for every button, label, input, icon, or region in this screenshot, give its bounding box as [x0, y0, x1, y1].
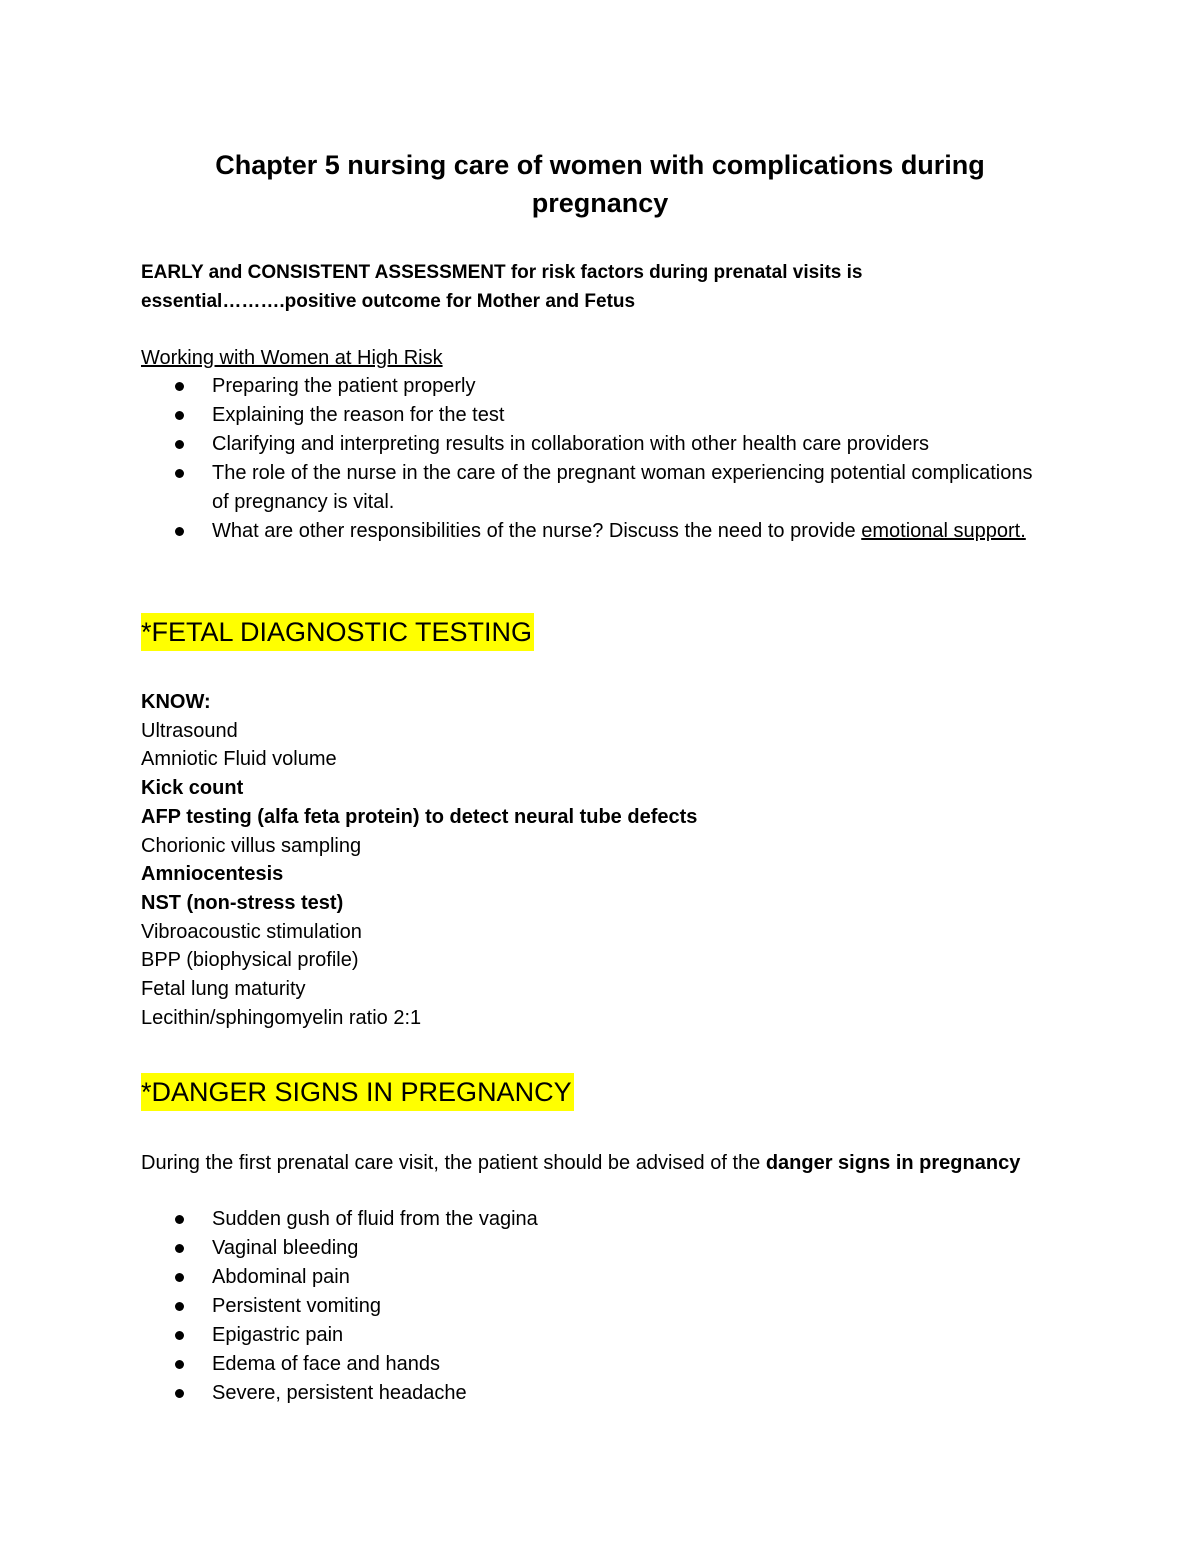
list-item-text: Epigastric pain	[212, 1324, 344, 1346]
bullet-icon	[175, 527, 184, 536]
list-item-text: Vaginal bleeding	[212, 1237, 359, 1259]
list-item-text: Preparing the patient properly	[212, 375, 476, 397]
list-item: Vibroacoustic stimulation	[141, 920, 362, 943]
danger-intro-text: During the first prenatal care visit, the patient should be advised of the	[141, 1152, 766, 1174]
list-item	[141, 517, 1041, 546]
danger-signs-heading: *DANGER SIGNS IN PREGNANCY	[141, 1073, 574, 1111]
danger-signs-list	[141, 1205, 1041, 1408]
emotional-support-text: emotional support.	[861, 520, 1026, 542]
intro-paragraph	[141, 258, 1041, 316]
list-item-text: Abdominal pain	[212, 1266, 350, 1288]
list-item: Kick count	[141, 777, 244, 800]
page-title	[150, 146, 1050, 222]
list-item: Chorionic villus sampling	[141, 834, 362, 857]
bullet-icon	[175, 440, 184, 449]
list-item: BPP (biophysical profile)	[141, 949, 359, 972]
bullet-icon	[175, 1302, 184, 1311]
bullet-icon	[175, 1360, 184, 1369]
list-item: Ultrasound	[141, 719, 238, 742]
list-item-text: Severe, persistent headache	[212, 1382, 467, 1404]
title-line-2: pregnancy	[531, 188, 669, 218]
high-risk-heading: Working with Women at High Risk	[141, 347, 443, 369]
list-item: Amniotic Fluid volume	[141, 748, 337, 771]
intro-line-1: EARLY and CONSISTENT ASSESSMENT for risk factors during prenatal visits is	[141, 262, 863, 283]
list-item	[141, 401, 1041, 430]
bullet-icon	[175, 1273, 184, 1282]
list-item: Amniocentesis	[141, 863, 284, 886]
list-item-text: What are other responsibilities of the nurse? Discuss the need to provide	[212, 520, 862, 542]
bullet-icon	[175, 1215, 184, 1224]
list-item-text: Clarifying and interpreting results in collaboration with other health care providers	[212, 433, 930, 455]
list-item	[141, 1321, 1041, 1350]
list-item-text: The role of the nurse in the care of the pregnant woman experiencing potential complications of pregnancy is vital.	[212, 462, 1033, 513]
list-item	[141, 430, 1041, 459]
list-item	[141, 372, 1041, 401]
bullet-icon	[175, 1389, 184, 1398]
list-item	[141, 459, 1041, 517]
list-item: Fetal lung maturity	[141, 978, 306, 1001]
list-item-text: Persistent vomiting	[212, 1295, 381, 1317]
list-item	[141, 1350, 1041, 1379]
list-item-text: Edema of face and hands	[212, 1353, 440, 1375]
bullet-icon	[175, 411, 184, 420]
list-item	[141, 1234, 1041, 1263]
danger-intro-bold: danger signs in pregnancy	[765, 1152, 1021, 1174]
title-line-1: Chapter 5 nursing care of women with complications during	[215, 150, 985, 180]
list-item: AFP testing (alfa feta protein) to detect neural tube defects	[141, 805, 698, 828]
danger-signs-intro	[141, 1149, 1041, 1177]
bullet-icon	[175, 469, 184, 478]
high-risk-list	[141, 372, 1041, 546]
know-label: KNOW:	[141, 691, 211, 713]
bullet-icon	[175, 382, 184, 391]
fetal-testing-list	[141, 688, 697, 1032]
list-item-text: Explaining the reason for the test	[212, 404, 505, 426]
bullet-icon	[175, 1331, 184, 1340]
list-item	[141, 1205, 1041, 1234]
list-item	[141, 1379, 1041, 1408]
list-item: NST (non-stress test)	[141, 891, 344, 914]
list-item	[141, 1263, 1041, 1292]
list-item-text: Sudden gush of fluid from the vagina	[212, 1208, 538, 1230]
fetal-testing-heading: *FETAL DIAGNOSTIC TESTING	[141, 613, 534, 651]
bullet-icon	[175, 1244, 184, 1253]
list-item: Lecithin/sphingomyelin ratio 2:1	[141, 1006, 422, 1029]
intro-line-2: essential……….positive outcome for Mother and Fetus	[141, 291, 636, 312]
list-item	[141, 1292, 1041, 1321]
